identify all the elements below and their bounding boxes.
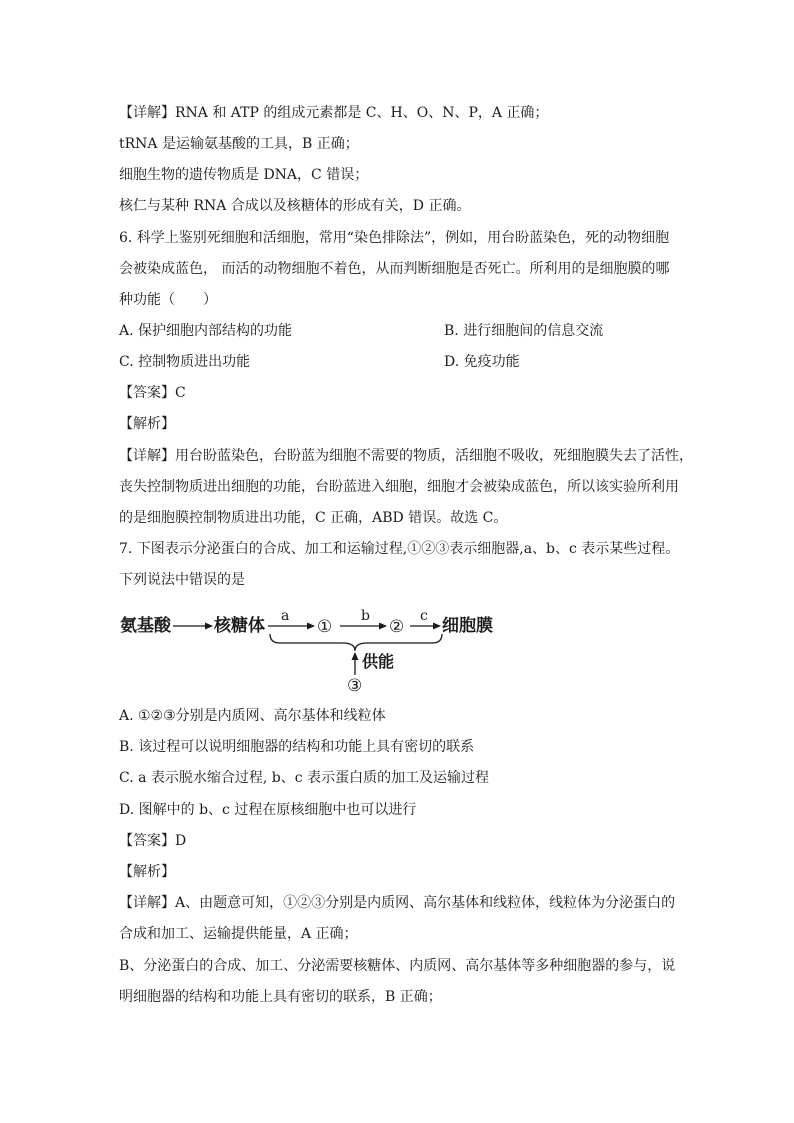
question-6-line-2: 会被染成蓝色， 而活的动物细胞不着色，从而判断细胞是否死亡。所利用的是细胞膜的哪 [119,261,670,277]
question-7-line-2: 下列说法中错误的是 [119,572,245,588]
question-6-line-1: 6. 科学上鉴别死细胞和活细胞，常用“染色排除法”，例如，用台盼蓝染色，死的动物细胞 [119,230,670,246]
organelle-1-label: ① [317,617,333,637]
cell-membrane-label: 细胞膜 [442,616,493,636]
process-c-label: c [420,608,428,624]
question-6-detail-line-2: 丧失控制物质进出细胞的功能，台盼蓝进入细胞，细胞才会被染成蓝色，所以该实验所利用 [119,479,679,495]
question-7-option-b: B. 该过程可以说明细胞器的结构和功能上具有密切的联系 [119,739,475,755]
secretory-protein-flow-diagram [118,604,518,696]
organelle-3-label: ③ [347,676,363,696]
question-7-detail-line-3: B、分泌蛋白的合成、加工、分泌需要核糖体、内质网、高尔基体等多种细胞器的参与，说 [119,958,676,974]
question-6-option-d: D. 免疫功能 [444,354,520,370]
answer-detail-line-3: 细胞生物的遗传物质是 DNA，C 错误； [119,167,369,183]
question-7-option-d: D. 图解中的 b、c 过程在原核细胞中也可以进行 [119,802,417,818]
answer-detail-line-1: 【详解】RNA 和 ATP 的组成元素都是 C、H、O、N、P，A 正确； [119,105,549,121]
question-6-answer: 【答案】C [119,385,186,401]
question-7-option-a: A. ①②③分别是内质网、高尔基体和线粒体 [119,708,386,724]
question-6-detail-line-1: 【详解】用台盼蓝染色，台盼蓝为细胞不需要的物质，活细胞不吸收，死细胞膜失去了活性， [119,448,693,464]
question-7-line-1: 7. 下图表示分泌蛋白的合成、加工和运输过程,①②③表示细胞器,a、b、c 表示某些过程。 [119,541,680,557]
question-7-detail-line-2: 合成和加工、运输提供能量，A 正确； [119,926,358,942]
question-6-detail-line-3: 的是细胞膜控制物质进出功能，C 正确，ABD 错误。故选 C。 [119,510,508,526]
question-7-analysis-heading: 【解析】 [119,864,175,880]
question-6-line-3: 种功能（ ） [119,292,217,308]
organelle-2-label: ② [389,617,405,637]
ribosome-label: 核糖体 [214,616,265,636]
answer-detail-line-4: 核仁与某种 RNA 合成以及核糖体的形成有关，D 正确。 [119,198,471,214]
question-6-analysis-heading: 【解析】 [119,416,175,432]
process-b-label: b [361,608,370,624]
question-7-detail-line-1: 【详解】A、由题意可知，①②③分别是内质网、高尔基体和线粒体，线粒体为分泌蛋白的 [119,895,676,911]
answer-detail-line-2: tRNA 是运输氨基酸的工具，B 正确； [119,136,359,152]
energy-supply-brace [270,634,442,651]
question-6-option-b: B. 进行细胞间的信息交流 [444,323,604,339]
question-6-option-a: A. 保护细胞内部结构的功能 [119,323,293,339]
process-a-label: a [281,608,290,624]
question-6-option-c: C. 控制物质进出功能 [119,354,251,370]
amino-acid-label: 氨基酸 [120,616,171,636]
question-7-answer: 【答案】D [119,833,187,849]
question-7-option-c: C. a 表示脱水缩合过程, b、c 表示蛋白质的加工及运输过程 [119,770,490,786]
energy-supply-label: 供能 [362,652,395,671]
question-7-detail-line-4: 明细胞器的结构和功能上具有密切的联系，B 正确； [119,989,442,1005]
